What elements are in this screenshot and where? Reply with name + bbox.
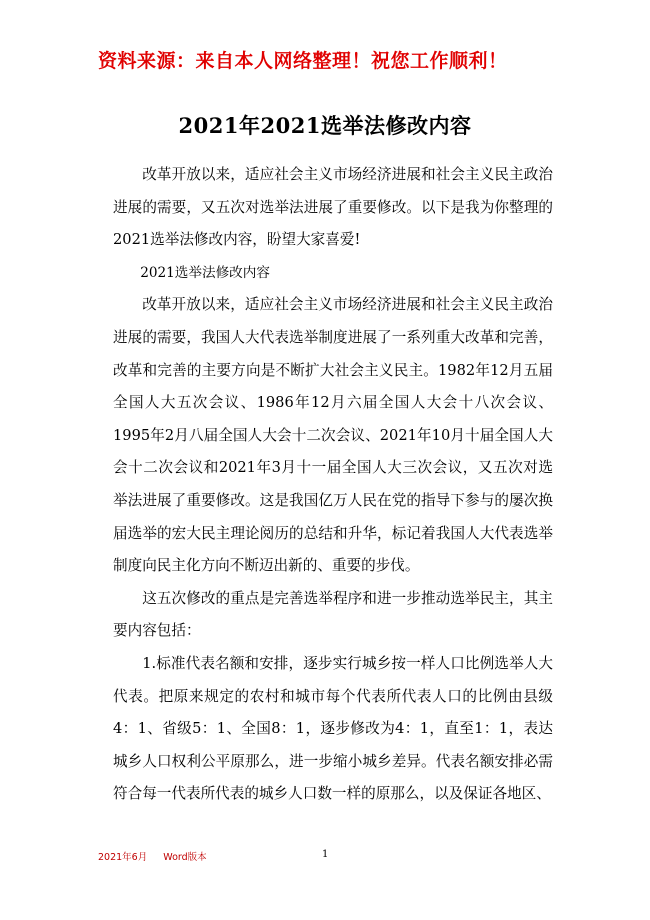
document-body (113, 159, 553, 811)
summary-paragraph: 这五次修改的重点是完善选举程序和进一步推动选举民主，其主要内容包括： (113, 589, 553, 640)
history-paragraph: 改革开放以来，适应社会主义市场经济进展和社会主义民主政治进展的需要，我国人大代表选举制度进展了一系列重大改革和完善，改革和完善的主要方向是不断扩大社会主义民主。1982年12月五届全国人大五次会议、1986年12月六届全国人大会十八次会议、1995年2月八届全国人大会十二次会议、2021年10月十届全国人大会十二次会议和2021年3月十一届全国人大三次会议，又五次对选举法进展了重要修改。这是我国亿万人民在党的指导下参与的屡次换届选举的宏大民主理论阅历的总结和升华，标记着我国人大代表选举制度向民主化方向不断迈出新的、重要的步伐。 (113, 296, 553, 575)
footer-version: Word版本 (163, 852, 207, 863)
item-1-paragraph: 1.标准代表名额和安排，逐步实行城乡按一样人口比例选举人大代表。把原来规定的农村和城市每个代表所代表人口的比例由县级4：1、省级5：1、全国8：1，逐步修改为4：1，直至1：1，表达城乡人口权利公平原那么，进一步缩小城乡差异。代表名额安排必需符合每一代表所代表的城乡人口数一样的原那么，以及保证各地区、 (113, 654, 553, 803)
intro-paragraph: 改革开放以来，适应社会主义市场经济进展和社会主义民主政治进展的需要，又五次对选举法进展了重要修改。以下是我为你整理的2021选举法修改内容，盼望大家喜爱! (113, 166, 553, 249)
page-number: 1 (322, 849, 329, 860)
footer-info (98, 849, 207, 863)
section-subheading: 2021选举法修改内容 (140, 264, 270, 281)
footer-date: 2021年6月 (98, 852, 148, 863)
document-title: 2021年2021选举法修改内容 (178, 113, 472, 138)
source-notice-banner: 资料来源：来自本人网络整理！祝您工作顺利！ (98, 50, 508, 72)
